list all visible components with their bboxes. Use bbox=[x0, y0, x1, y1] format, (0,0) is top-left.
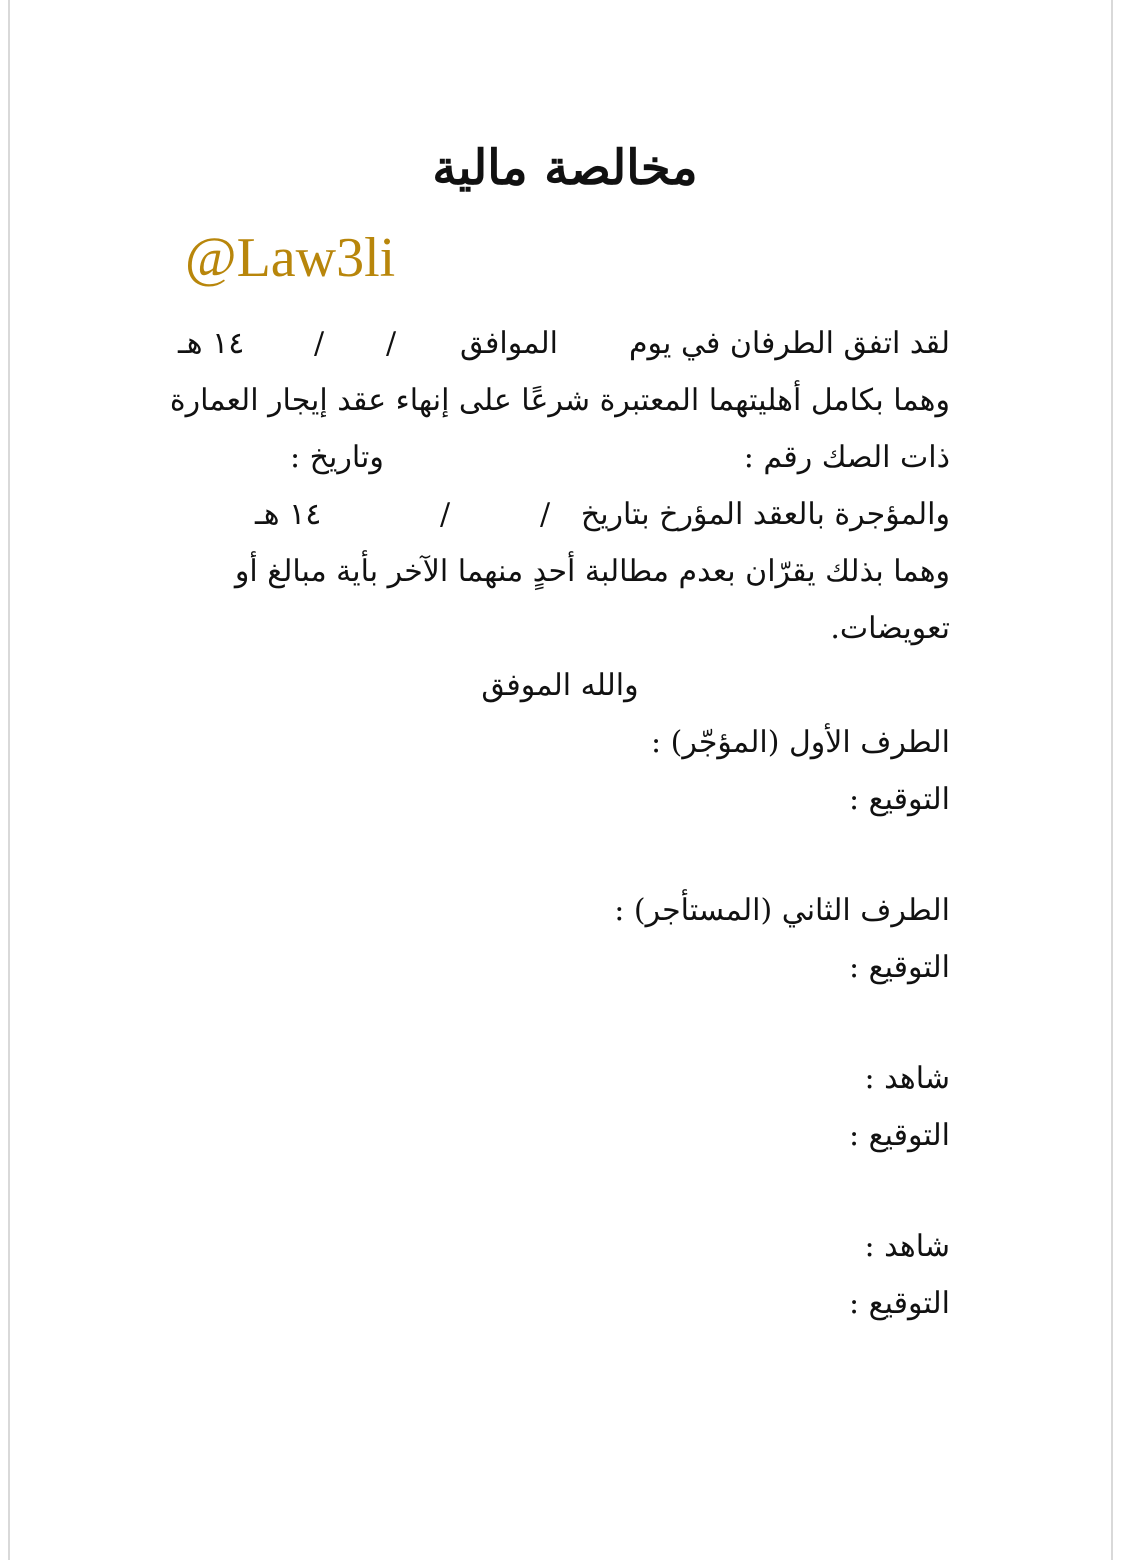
witness2-signature: التوقيع : bbox=[848, 1286, 950, 1321]
document-title: مخالصة مالية bbox=[432, 140, 698, 196]
line1-corresponding: الموافق bbox=[460, 326, 559, 361]
watermark-handle: @Law3li bbox=[185, 227, 396, 289]
witness1-label: شاهد : bbox=[864, 1061, 950, 1096]
line4-slash-a: / bbox=[540, 497, 551, 532]
party2-signature: التوقيع : bbox=[848, 950, 950, 985]
party2-label: الطرف الثاني (المستأجر) : bbox=[614, 893, 950, 928]
party1-signature: التوقيع : bbox=[848, 782, 950, 817]
party1-label: الطرف الأول (المؤجّر) : bbox=[650, 725, 950, 760]
line4-slash-b: / bbox=[440, 497, 451, 532]
witness1-signature: التوقيع : bbox=[848, 1118, 950, 1153]
closing-phrase: والله الموفق bbox=[481, 668, 639, 703]
line1-slash-a: / bbox=[386, 326, 397, 361]
line1-year: ١٤ هـ bbox=[178, 326, 245, 361]
line1-start: لقد اتفق الطرفان في يوم bbox=[628, 326, 950, 361]
line6-text: تعويضات. bbox=[830, 611, 950, 646]
line5-text: وهما بذلك يقرّان بعدم مطالبة أحدٍ منهما الآخر بأية مبالغ أو bbox=[234, 554, 950, 589]
line1-slash-b: / bbox=[314, 326, 325, 361]
line2-text: وهما بكامل أهليتهما المعتبرة شرعًا على إنهاء عقد إيجار العمارة bbox=[169, 383, 950, 418]
line4-start: والمؤجرة بالعقد المؤرخ بتاريخ bbox=[580, 497, 950, 532]
line3-deed-number: ذات الصك رقم : bbox=[743, 440, 950, 475]
witness2-label: شاهد : bbox=[864, 1229, 950, 1264]
line3-date: وتاريخ : bbox=[290, 440, 384, 475]
line4-year: ١٤ هـ bbox=[255, 497, 322, 532]
